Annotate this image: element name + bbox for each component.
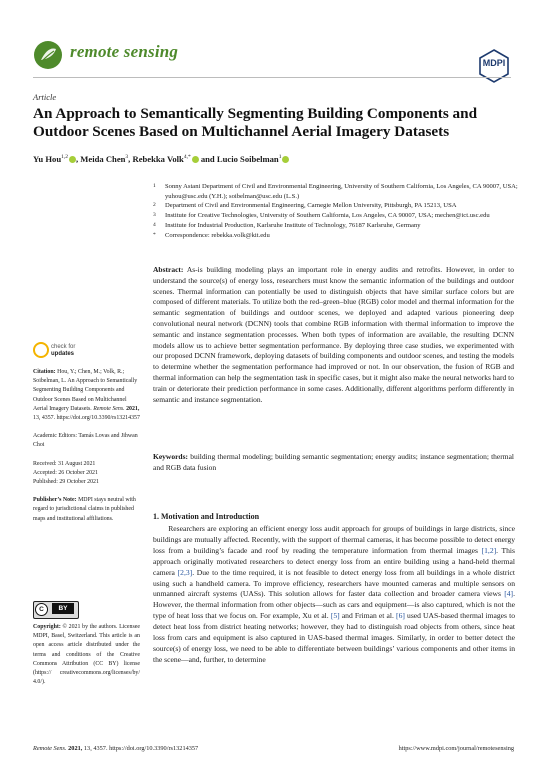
abstract-text: As-is building modeling plays an important role in energy audits and retrofits. However, in order to understand the source(s) of energy loss, researchers must know the semantic information of the buildings and outdoor scenes. Thermal information can potentially be used to distinguish objects that have similar surface colors but are composed of different materials. To utilize both the red–green–blue (RGB) color model and thermal information for the semantic segmentation of buildings and outdoor scenes, we deployed and adapted various pioneering deep convolutional neural network (DCNN) tools that combine RGB information with thermal information to improve the semantic and instance segmentation processes. When both types of information are available, the resulting DCNN models allow us to achieve better segmentation performance. By deploying three case studies, we experimented with our proposed DCNN framework, deploying datasets of building components and outdoor scenes, and testing the models to determine whether the segmentation performance had improved or not. In our observation, the fusion of RGB and thermal information can help the segmentation task in specific cases, but it might also make the neural networks hard to train or deteriorate their prediction performance in some cases. Additionally, different algorithms perform differently in semantic and instance segmentation. bbox=[153, 265, 514, 404]
academic-editors: Academic Editors: Tamás Lovas and Jihwan Choi bbox=[33, 433, 138, 449]
citation: Citation: Hou, Y.; Chen, M.; Volk, R.; Soibelman, L. An Approach to Semantically Segmenting Building Components and Outdoor Scenes Based on Multichannel Aerial Imagery Datasets. Remote Sens. 2021, 13, 4357. https://doi.org/10.3390/rs13214357 bbox=[33, 369, 140, 422]
body-paragraph: Researchers are exploring an efficient energy loss audit approach for groups of buildings in large districts, since buildings are mutually affected. Recently, with the support of thermal cameras, it has become possible to detect energy loss from a building’s facade and roof by reading the temperature information from thermal images [1,2]. This approach originally motivated researchers to detect energy loss from an entire building using a hand-held thermal camera [2,3]. Due to the time required, it is not feasible to detect energy loss from all buildings in a whole district using such a handheld camera. To improve efficiency, researchers have mounted cameras and multiple sensors on unmanned aircraft systems (UASs). This solution allows for faster data collection and broader camera views [4]. However, the thermal information from other objects—such as cars and equipment—is also captured, which is not the type of heat loss that we focus on. For example, Xu et al. [5] and Friman et al. [6] used UAS-based thermal images to detect heat loss from district heating networks; however, they had to distinguish road objects from others, since heat loss from cars and equipment is also captured in UAS-based thermal images. Similarly, in order to better detect the source(s) of energy loss, we need to be able to differentiate between buildings’ various components and other items in the scene—and, further, to determine bbox=[153, 524, 516, 664]
footer-citation: Remote Sens. 2021, 13, 4357. https://doi.org/10.3390/rs13214357 bbox=[33, 745, 199, 752]
article-type: Article bbox=[33, 92, 57, 102]
article-title: An Approach to Semantically Segmenting Building Components and Outdoor Scenes Based on Multichannel Aerial Imagery Datasets bbox=[33, 105, 478, 140]
check-for-updates-icon[interactable] bbox=[33, 342, 49, 358]
author-list: Yu Hou$^{1,2}$ , Meida Chen$^3$, Rebekka Volk$^{4,*}$ and Lucio Soibelman$^1$ bbox=[33, 152, 513, 165]
affiliation-item: 4 Institute for Industrial Production, Karlsruhe Institute of Technology, 76187 Karlsruhe, Germany bbox=[153, 221, 421, 229]
header-divider bbox=[33, 77, 511, 78]
author-affiliation-sup: 1 bbox=[278, 154, 282, 160]
affiliation-item: 3 Institute for Creative Technologies, University of Southern California, Los Angeles, CA 90007, USA; mechen@ict.usc.edu bbox=[153, 212, 490, 220]
publisher-note: Publisher’s Note: MDPI stays neutral with regard to jurisdictional claims in published maps and institutional affiliations. bbox=[33, 497, 136, 522]
creative-commons-icon: C bbox=[35, 603, 48, 616]
orcid-icon[interactable] bbox=[282, 156, 289, 163]
affiliations bbox=[153, 182, 518, 240]
author-name: Lucio Soibelman bbox=[216, 153, 279, 164]
cc-by-icon: BY bbox=[52, 603, 74, 614]
dates: Received: 31 August 2021 Accepted: 26 October 2021 Published: 29 October 2021 bbox=[33, 460, 99, 486]
orcid-icon[interactable] bbox=[192, 156, 199, 163]
check-for-updates-label[interactable]: check for updates bbox=[51, 344, 76, 357]
journal-name: remote sensing bbox=[70, 42, 179, 61]
correspondence: * Correspondence: rebekka.volk@kit.edu bbox=[153, 231, 270, 239]
author-name: Yu Hou bbox=[33, 153, 62, 164]
citation-link[interactable]: [1,2] bbox=[481, 545, 497, 555]
citation-link[interactable]: [4] bbox=[504, 589, 514, 599]
abstract bbox=[153, 265, 514, 405]
citation-link[interactable]: [2,3] bbox=[177, 567, 193, 577]
keywords-text: building thermal modeling; building semantic segmentation; energy audits; instance segmentation; thermal and RGB data fusion bbox=[153, 452, 515, 472]
section-heading: 1. Motivation and Introduction bbox=[153, 512, 260, 521]
citation-link[interactable]: [5] bbox=[330, 611, 340, 621]
citation-link[interactable]: [6] bbox=[396, 611, 405, 621]
author-name: Rebekka Volk bbox=[132, 153, 184, 164]
publisher-name: MDPI bbox=[482, 58, 506, 68]
affiliation-item: 1 Sonny Astani Department of Civil and Environmental Engineering, University of Southern California, Los Angeles, CA 90007, USA; yuhou@usc.edu (Y.H.); soibelman@usc.edu (L.S.) bbox=[153, 183, 518, 200]
abstract-label: Abstract: bbox=[153, 265, 184, 274]
author-affiliation-sup: 4,* bbox=[183, 154, 191, 160]
affiliation-item: 2 Department of Civil and Environmental Engineering, Carnegie Mellon University, Pittsburgh, PA 15213, USA bbox=[153, 202, 457, 210]
footer-journal-url[interactable]: https://www.mdpi.com/journal/remotesensing bbox=[398, 745, 514, 752]
author-name: Meida Chen bbox=[80, 153, 126, 164]
author-affiliation-sup: 3 bbox=[125, 154, 129, 160]
keywords bbox=[153, 452, 514, 474]
article-info-sidebar bbox=[33, 368, 140, 533]
journal-logo-icon bbox=[33, 40, 63, 70]
copyright-notice: Copyright: © 2021 by the authors. Licensee MDPI, Basel, Switzerland. This article is an open access article distributed under the terms and conditions of the Creative Commons Attribution (CC BY) license (https:// creativecommons.org/licenses/by/ 4.0/). bbox=[33, 624, 140, 686]
author-affiliation-sup: 1,2 bbox=[61, 154, 68, 160]
keywords-label: Keywords: bbox=[153, 452, 188, 461]
orcid-icon[interactable] bbox=[69, 156, 76, 163]
